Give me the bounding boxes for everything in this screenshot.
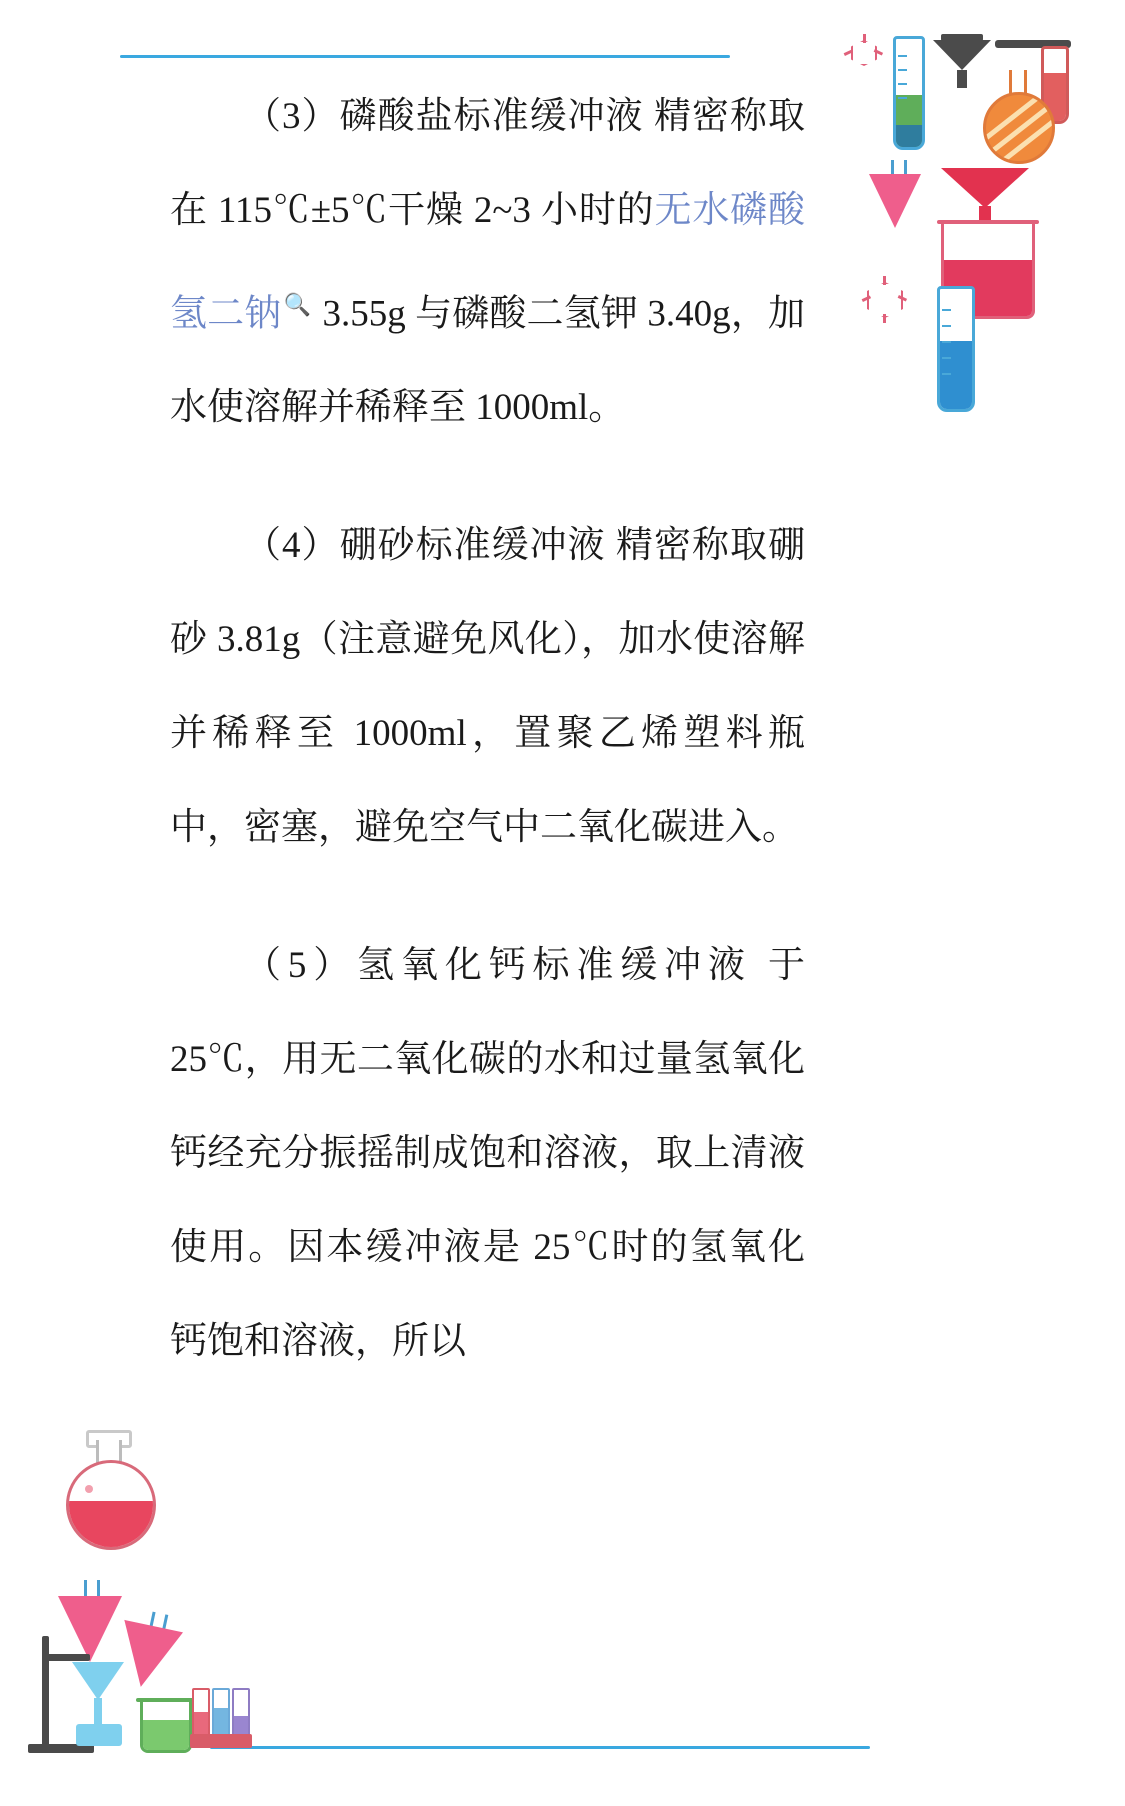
graduated-cylinder-icon: [937, 286, 975, 412]
round-bottom-flask-icon: [973, 70, 1057, 164]
paragraph-5: [170, 919, 805, 1389]
molecule-icon: [863, 276, 907, 324]
paragraph-3: [170, 70, 805, 455]
chemistry-clipart-top-right: [845, 28, 1115, 428]
chemistry-clipart-bottom-left: [22, 1430, 262, 1760]
conical-flask-icon: [863, 160, 929, 230]
top-divider-rule: [120, 55, 730, 58]
graduated-cylinder-icon: [893, 36, 925, 150]
chemical-term-link[interactable]: 无水磷酸氢二钠: [170, 190, 806, 335]
retort-stand-icon: [28, 1636, 148, 1756]
funnel-icon: [941, 168, 1031, 228]
paragraph-3-run-1: （3）磷酸盐标准缓冲液 精密称取在 115℃±5℃干燥 2~3 小时的: [170, 96, 805, 231]
paragraph-3-run-4: 3.55g 与磷酸二氢钾 3.40g，加水使溶解并稀释至 1000ml。: [170, 293, 805, 429]
beaker-icon: [140, 1702, 192, 1753]
paragraph-4-run-1: （4）硼砂标准缓冲液 精密称取硼砂 3.81g（注意避免风化），加水使溶解并稀释至 1000ml，置聚乙烯塑料瓶中，密塞，避免空气中二氧化碳进入。: [170, 525, 805, 849]
molecule-icon: [847, 34, 881, 72]
document-body: [170, 70, 805, 1389]
test-tube-rack-icon: [190, 1688, 262, 1754]
bottom-divider-rule: [210, 1746, 870, 1749]
round-bottom-flask-icon: [52, 1430, 162, 1580]
paragraph-4: [170, 499, 805, 875]
search-icon[interactable]: 🔍: [283, 292, 312, 317]
paragraph-5-run-1: （5）氢氧化钙标准缓冲液 于 25℃，用无二氧化碳的水和过量氢氧化钙经充分振摇制成饱和溶液，取上清液使用。因本缓冲液是 25℃时的氢氧化钙饱和溶液，所以: [170, 945, 805, 1363]
